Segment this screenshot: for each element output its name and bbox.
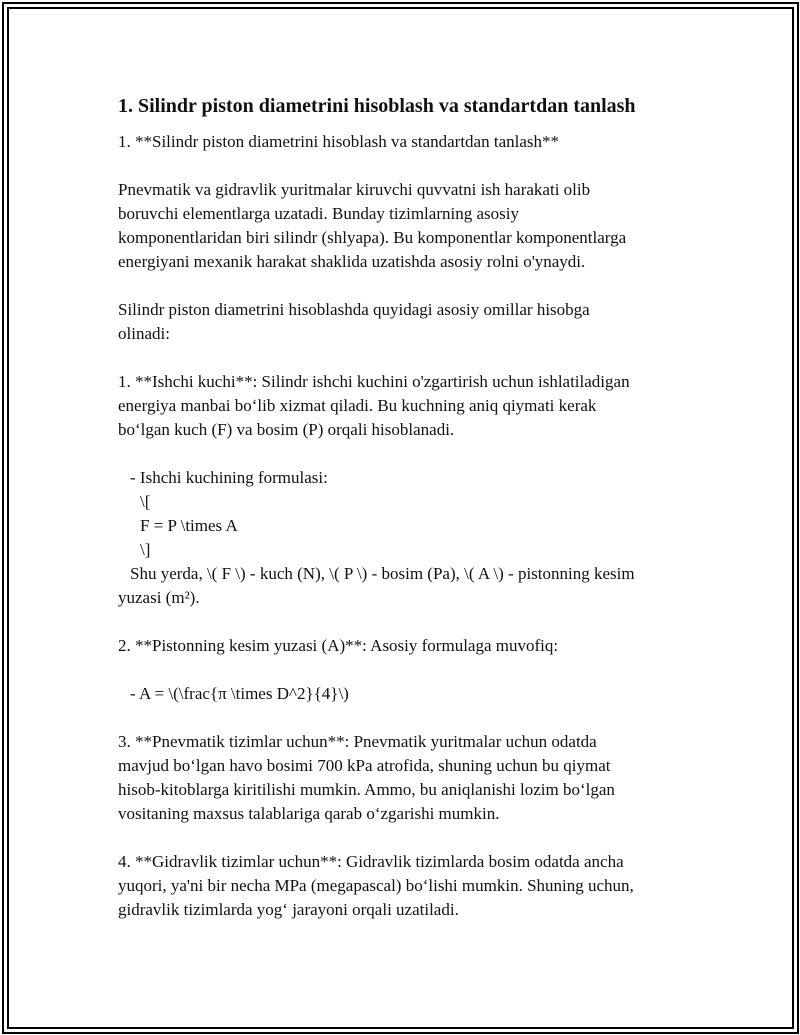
blank-line [118,154,690,178]
item-3-line: hisob-kitoblarga kiritilishi mumkin. Ammo, bu aniqlanishi lozim bo‘lgan [118,780,615,799]
blank-line [118,706,690,730]
paragraph-intro-line: energiyani mexanik harakat shaklida uzatishda asosiy rolni o'ynaydi. [118,252,586,271]
formula-open: \[ [140,492,151,511]
formula-body: F = P \times A [140,516,238,535]
item-4-line: 4. **Gidravlik tizimlar uchun**: Gidravlik tizimlarda bosim odatda ancha [118,852,624,871]
blank-line [118,610,690,634]
document-body [118,92,690,922]
paragraph-factors-line: olinadi: [118,324,170,343]
item-3-line: mavjud bo‘lgan havo bosimi 700 kPa atrofida, shuning uchun bu qiymat [118,756,611,775]
item-1-line: energiya manbai bo‘lib xizmat qiladi. Bu kuchning aniq qiymati kerak [118,396,597,415]
paragraph-intro-line: Pnevmatik va gidravlik yuritmalar kiruvchi quvvatni ish harakati olib [118,180,591,199]
item-1-line: bo‘lgan kuch (F) va bosim (P) orqali hisoblanadi. [118,420,455,439]
item-2-line: 2. **Pistonning kesim yuzasi (A)**: Asosiy formulaga muvofiq: [118,636,559,655]
paragraph-intro-line: boruvchi elementlarga uzatadi. Bunday tizimlarning asosiy [118,204,519,223]
formula-explanation-line: Shu yerda, \( F \) - kuch (N), \( P \) - bosim (Pa), \( A \) - pistonning kesim [130,564,635,583]
blank-line [118,826,690,850]
paragraph-factors-line: Silindr piston diametrini hisoblashda quyidagi asosiy omillar hisobga [118,300,590,319]
formula-explanation-line: yuzasi (m²). [118,588,200,607]
formula-close: \] [140,540,151,559]
item-3-line: 3. **Pnevmatik tizimlar uchun**: Pnevmatik yuritmalar uchun odatda [118,732,597,751]
blank-line [118,658,690,682]
blank-line [118,346,690,370]
formula-bullet: - Ishchi kuchining formulasi: [130,468,328,487]
paragraph-intro-line: komponentlaridan biri silindr (shlyapa). Bu komponentlar komponentlarga [118,228,627,247]
item-1-line: 1. **Ishchi kuchi**: Silindr ishchi kuchini o'zgartirish uchun ishlatiladigan [118,372,630,391]
document-title: 1. Silindr piston diametrini hisoblash va standartdan tanlash [118,95,636,117]
section-heading: 1. **Silindr piston diametrini hisoblash va standartdan tanlash** [118,132,559,151]
item-4-line: gidravlik tizimlarda yog‘ jarayoni orqali uzatiladi. [118,900,459,919]
blank-line [118,274,690,298]
blank-line [118,442,690,466]
item-3-line: vositaning maxsus talablariga qarab o‘zgarishi mumkin. [118,804,500,823]
item-4-line: yuqori, ya'ni bir necha MPa (megapascal) bo‘lishi mumkin. Shuning uchun, [118,876,634,895]
area-formula-bullet: - A = \(\frac{π \times D^2}{4}\) [130,684,349,703]
